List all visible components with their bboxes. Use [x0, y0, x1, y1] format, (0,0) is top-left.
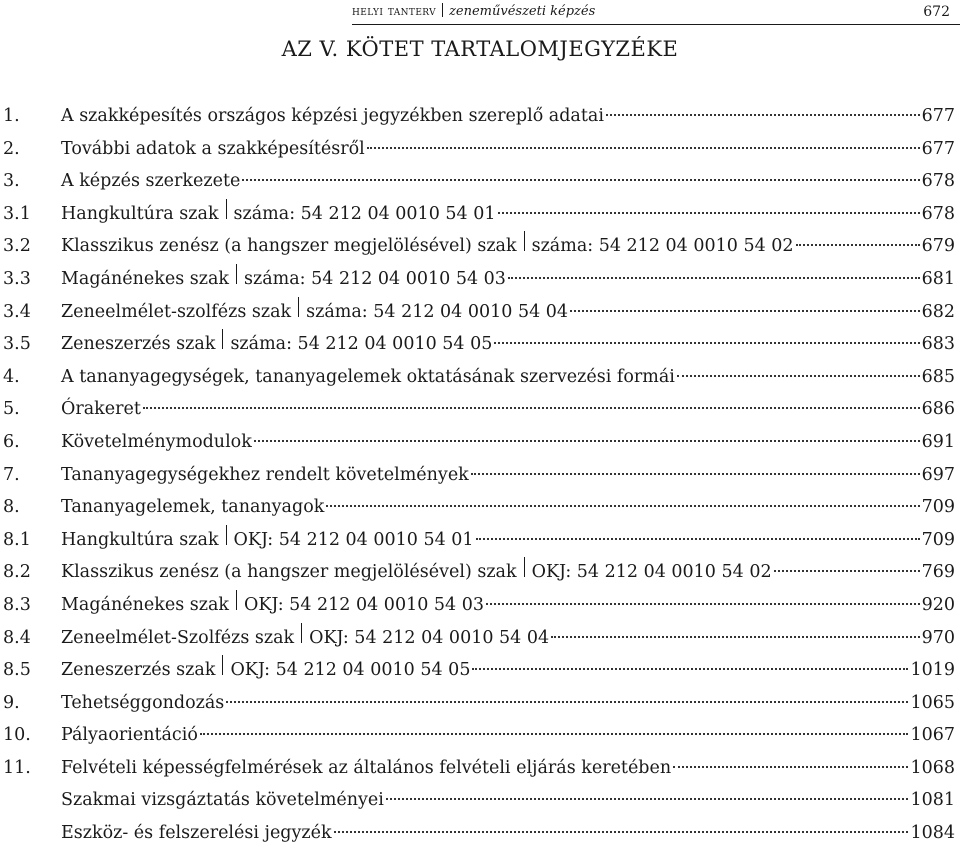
toc-entry-line [61, 165, 955, 198]
toc-entry-label: Követelménymodulok [61, 431, 252, 452]
toc-entry-separator [298, 297, 299, 317]
toc-entry-line [61, 393, 955, 426]
toc-entry-separator [236, 590, 237, 610]
toc-entry-number: 3.4 [3, 301, 31, 322]
toc-entry[interactable] [0, 230, 960, 263]
toc-entry-leader [471, 473, 920, 475]
toc-entry-number: 8.2 [3, 562, 31, 583]
toc-entry-label: OKJ: 54 212 04 0010 54 02 [531, 562, 772, 583]
toc-entry-line [61, 556, 955, 589]
toc-entry-label: száma: 54 212 04 0010 54 01 [233, 203, 496, 224]
toc-entry-leader [606, 114, 920, 116]
toc-entry-label: OKJ: 54 212 04 0010 54 01 [233, 529, 474, 550]
toc-entry-label: OKJ: 54 212 04 0010 54 05 [230, 660, 471, 681]
header-rule [352, 24, 960, 25]
toc-entry[interactable] [0, 752, 960, 785]
toc-entry-page: 677 [921, 138, 955, 159]
toc-entry-leader [386, 798, 909, 800]
toc-entry-leader [508, 277, 920, 279]
toc-entry-separator [524, 231, 525, 251]
toc-entry-page: 683 [921, 334, 955, 355]
toc-entry-page: 686 [921, 399, 955, 420]
toc-entry[interactable] [0, 263, 960, 296]
toc-entry[interactable] [0, 165, 960, 198]
toc-entry-line [61, 198, 955, 231]
toc-entry-separator [301, 623, 302, 643]
toc-entry-label: száma: 54 212 04 0010 54 02 [531, 236, 794, 257]
header-page-number: 672 [923, 4, 950, 20]
toc-entry-separator [226, 199, 227, 219]
toc-entry-line [61, 719, 955, 752]
toc-entry[interactable] [0, 524, 960, 557]
toc-entry[interactable] [0, 589, 960, 622]
toc-entry[interactable] [0, 426, 960, 459]
toc-entry-label: Magánénekes szak [61, 268, 229, 289]
toc-entry-label: OKJ: 54 212 04 0010 54 03 [244, 594, 485, 615]
toc-entry-separator [222, 329, 223, 349]
toc-entry-line [61, 654, 955, 687]
toc-entry-leader [326, 505, 919, 507]
toc-entry[interactable] [0, 100, 960, 133]
toc-entry-separator [524, 557, 525, 577]
toc-entry-line [61, 784, 955, 817]
toc-entry[interactable] [0, 133, 960, 166]
toc-entry-leader [242, 179, 919, 181]
toc-entry-line [61, 752, 955, 785]
toc-entry-number: 2. [3, 138, 20, 159]
toc-entry-label: száma: 54 212 04 0010 54 05 [230, 334, 493, 355]
toc-entry-label: Tehetséggondozás [61, 692, 225, 713]
toc-entry-leader [570, 310, 920, 312]
toc-entry-page: 920 [921, 594, 955, 615]
toc-entry-leader [494, 342, 919, 344]
toc-entry-label: Zeneszerzés szak [61, 660, 216, 681]
toc-entry-label: Pályaorientáció [61, 725, 198, 746]
toc-entry-page: 1081 [910, 790, 955, 811]
toc-entry-line [61, 459, 955, 492]
toc-entry-page: 677 [921, 106, 955, 126]
toc-entry-page: 1084 [910, 823, 955, 844]
toc-entry-number: 1. [3, 106, 20, 126]
toc-entry-page: 681 [921, 268, 955, 289]
toc-entry-number: 9. [3, 692, 20, 713]
toc-entry-line [61, 133, 955, 166]
toc-entry-leader [143, 407, 920, 409]
toc-entry-line [61, 589, 955, 622]
toc-entry[interactable] [0, 491, 960, 524]
toc-entry-line [61, 296, 955, 329]
toc-entry-page: 1068 [910, 757, 955, 778]
toc-entry-page: 1067 [910, 725, 955, 746]
toc-entry-number: 8. [3, 497, 20, 518]
toc-entry-line [61, 491, 955, 524]
toc-entry-label: Órakeret [61, 399, 141, 420]
toc-entry[interactable] [0, 784, 960, 817]
toc-entry-page: 1065 [910, 692, 955, 713]
toc-entry-label: száma: 54 212 04 0010 54 03 [244, 268, 506, 289]
toc-entry-number: 6. [3, 431, 20, 452]
toc-entry-number: 7. [3, 464, 20, 485]
toc-entry-page: 709 [921, 497, 955, 518]
toc-entry-label: A szakképesítés országos képzési jegyzékben szereplő adatai [61, 106, 604, 126]
toc-entry-label: Klasszikus zenész (a hangszer megjelölésével) szak [61, 236, 517, 257]
toc-entry-page: 679 [921, 236, 955, 257]
toc-entry-leader [677, 375, 920, 377]
toc-entry-line [61, 426, 955, 459]
toc-entry-label: Zeneelmélet-Szolfézs szak [61, 627, 295, 648]
running-header-text [352, 3, 595, 21]
toc-entry-label: A tananyagegységek, tananyagelemek oktatásának szervezési formái [61, 366, 675, 387]
toc-entry-page: 678 [921, 171, 955, 192]
running-header [0, 0, 960, 26]
toc-entry-line [61, 524, 955, 557]
toc-entry-number: 8.1 [3, 529, 31, 550]
toc-entry[interactable] [0, 719, 960, 752]
toc-entry-number: 11. [3, 757, 31, 778]
toc-entry-line [61, 687, 955, 720]
toc-entry[interactable] [0, 328, 960, 361]
page-title: AZ V. KÖTET TARTALOMJEGYZÉKE [281, 37, 679, 61]
toc-entry-leader [254, 440, 920, 442]
toc-entry-number: 10. [3, 725, 31, 746]
toc-entry-leader [200, 733, 909, 735]
toc-entry-line [61, 263, 955, 296]
toc-entry-label: Hangkultúra szak [61, 529, 219, 550]
toc-entry-leader [367, 147, 920, 149]
toc-entry[interactable] [0, 393, 960, 426]
toc-entry-line [61, 100, 955, 133]
toc-entry-line [61, 328, 955, 361]
toc-entry-page: 709 [921, 529, 955, 550]
toc-entry-label: Klasszikus zenész (a hangszer megjelölésével) szak [61, 562, 517, 583]
toc-entry-line [61, 361, 955, 394]
toc-entry-leader [551, 636, 919, 638]
toc-entry[interactable] [0, 817, 960, 850]
header-series: helyi tanterv [352, 4, 437, 19]
toc-entry-label: Tananyagegységekhez rendelt követelmények [61, 464, 469, 485]
toc-entry[interactable] [0, 459, 960, 492]
toc-entry-number: 4. [3, 366, 20, 387]
toc-entry[interactable] [0, 622, 960, 655]
toc-entry-label: Felvételi képességfelmérések az általános felvételi eljárás keretében [61, 757, 672, 778]
toc-entry[interactable] [0, 296, 960, 329]
toc-entry-separator [226, 525, 227, 545]
toc-entry-page: 691 [921, 431, 955, 452]
toc-entry-number: 8.4 [3, 627, 31, 648]
toc-entry[interactable] [0, 556, 960, 589]
table-of-contents [0, 100, 960, 850]
toc-entry[interactable] [0, 654, 960, 687]
toc-entry-label: Szakmai vizsgáztatás követelményei [61, 790, 384, 811]
toc-entry-leader [774, 570, 920, 572]
toc-entry-separator [236, 264, 237, 284]
toc-entry-leader [476, 538, 920, 540]
toc-entry[interactable] [0, 361, 960, 394]
toc-entry-page: 682 [921, 301, 955, 322]
toc-entry-separator [222, 655, 223, 675]
toc-entry-number: 3. [3, 171, 20, 192]
toc-entry-label: Zeneszerzés szak [61, 334, 216, 355]
toc-entry-leader [472, 668, 908, 670]
toc-entry-page: 685 [921, 366, 955, 387]
toc-entry-leader [796, 244, 920, 246]
toc-entry-leader [673, 766, 908, 768]
toc-entry-number: 8.3 [3, 594, 31, 615]
toc-entry-label: száma: 54 212 04 0010 54 04 [306, 301, 569, 322]
toc-entry[interactable] [0, 198, 960, 231]
toc-entry-page: 678 [921, 203, 955, 224]
toc-entry-line [61, 230, 955, 263]
toc-entry-label: OKJ: 54 212 04 0010 54 04 [309, 627, 550, 648]
toc-entry-label: Zeneelmélet-szolfézs szak [61, 301, 292, 322]
toc-entry-number: 8.5 [3, 660, 31, 681]
toc-entry-label: A képzés szerkezete [61, 171, 241, 192]
toc-entry-label: További adatok a szakképesítésről [61, 138, 365, 159]
toc-entry-number: 5. [3, 399, 20, 420]
header-subtitle: zeneművészeti képzés [449, 4, 596, 19]
toc-entry-number: 3.2 [3, 236, 31, 257]
toc-entry-leader [226, 701, 908, 703]
toc-entry-number: 3.3 [3, 268, 31, 289]
toc-entry-line [61, 622, 955, 655]
toc-entry-label: Magánénekes szak [61, 594, 229, 615]
toc-entry-page: 970 [921, 627, 955, 648]
toc-entry-label: Eszköz- és felszerelési jegyzék [61, 823, 332, 844]
toc-entry-leader [334, 831, 909, 833]
toc-entry[interactable] [0, 687, 960, 720]
toc-entry-number: 3.5 [3, 334, 31, 355]
toc-entry-page: 769 [921, 562, 955, 583]
toc-entry-leader [498, 212, 920, 214]
toc-entry-leader [486, 603, 920, 605]
toc-entry-page: 697 [921, 464, 955, 485]
toc-entry-page: 1019 [910, 660, 955, 681]
toc-entry-label: Hangkultúra szak [61, 203, 219, 224]
toc-entry-line [61, 817, 955, 850]
header-separator [442, 3, 443, 17]
toc-entry-number: 3.1 [3, 203, 31, 224]
toc-entry-label: Tananyagelemek, tananyagok [61, 497, 325, 518]
